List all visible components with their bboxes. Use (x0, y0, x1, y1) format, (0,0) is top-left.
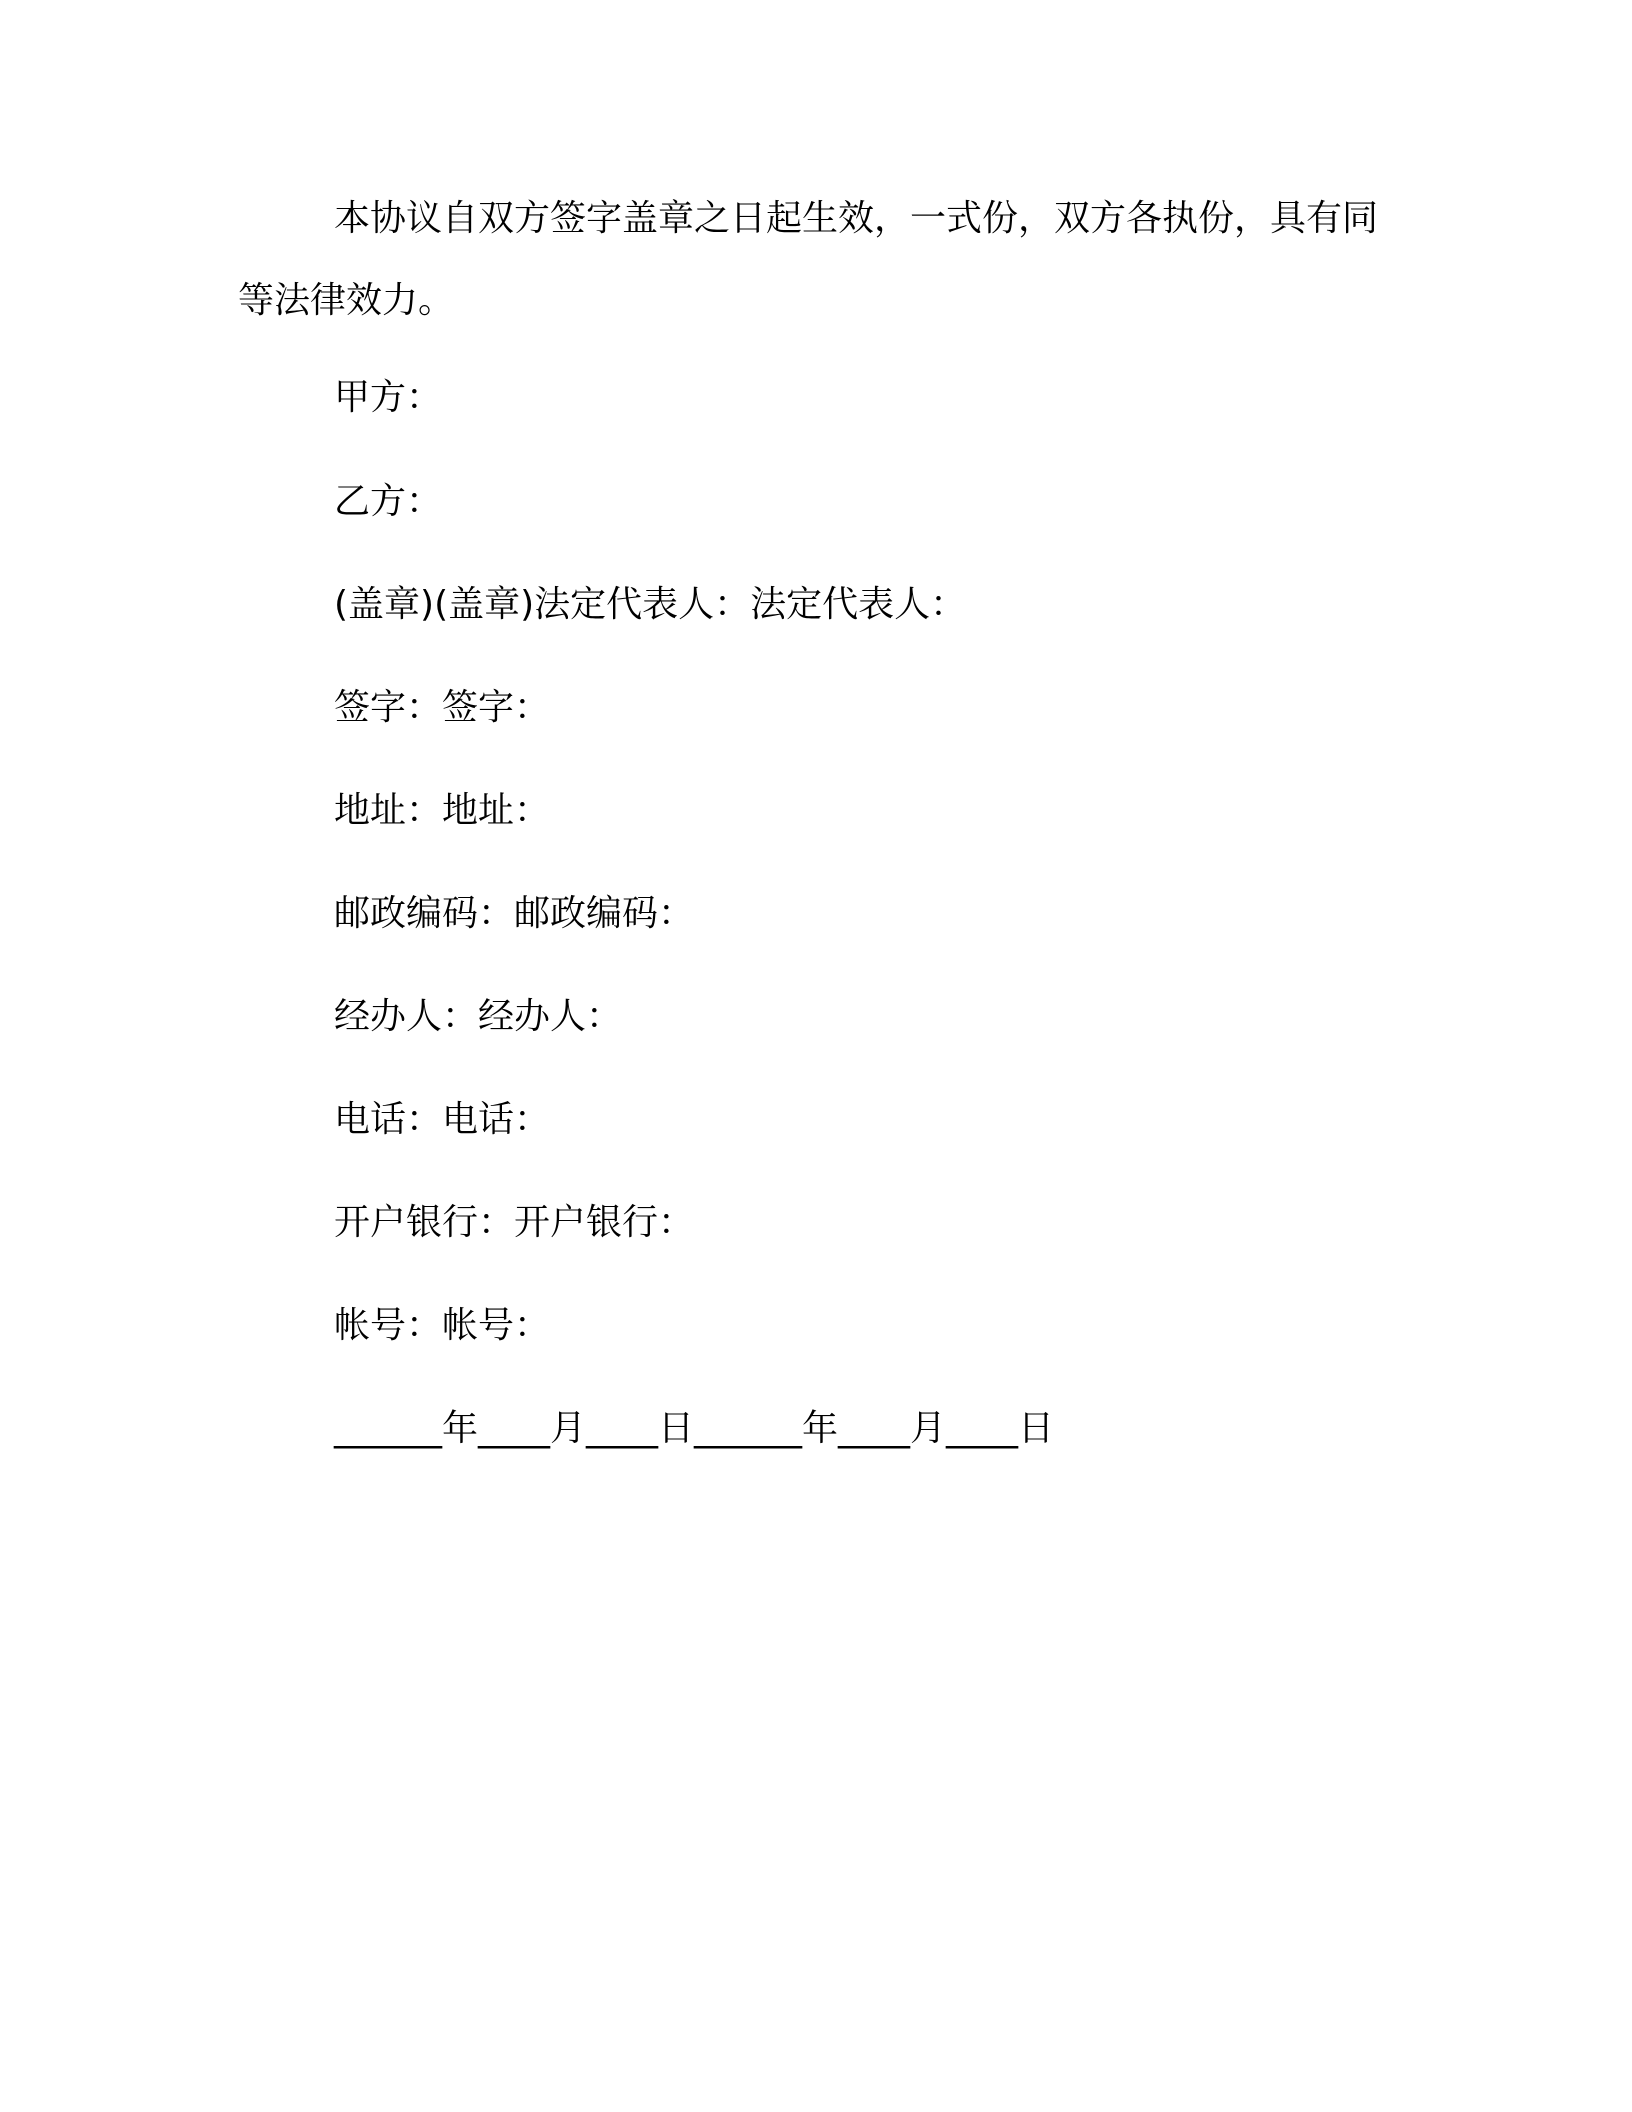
seal-legal-representative-line: (盖章)(盖章)法定代表人：法定代表人： (334, 584, 967, 625)
date-line: ______年____月____日______年____月____日 (334, 1408, 1054, 1449)
account-line: 帐号：帐号： (334, 1305, 551, 1346)
address-line: 地址：地址： (334, 790, 551, 831)
agent-line: 经办人：经办人： (334, 996, 623, 1037)
phone-line: 电话：电话： (334, 1099, 551, 1140)
signature-line: 签字：签字： (334, 687, 551, 728)
effect-clause-paragraph: 本协议自双方签字盖章之日起生效，一式份，双方各执份，具有同等法律效力。 (238, 198, 1379, 321)
postal-code-line: 邮政编码：邮政编码： (334, 893, 695, 934)
bank-line: 开户银行：开户银行： (334, 1202, 695, 1243)
party-b-label: 乙方： (334, 481, 443, 522)
party-a-label: 甲方： (334, 377, 443, 418)
